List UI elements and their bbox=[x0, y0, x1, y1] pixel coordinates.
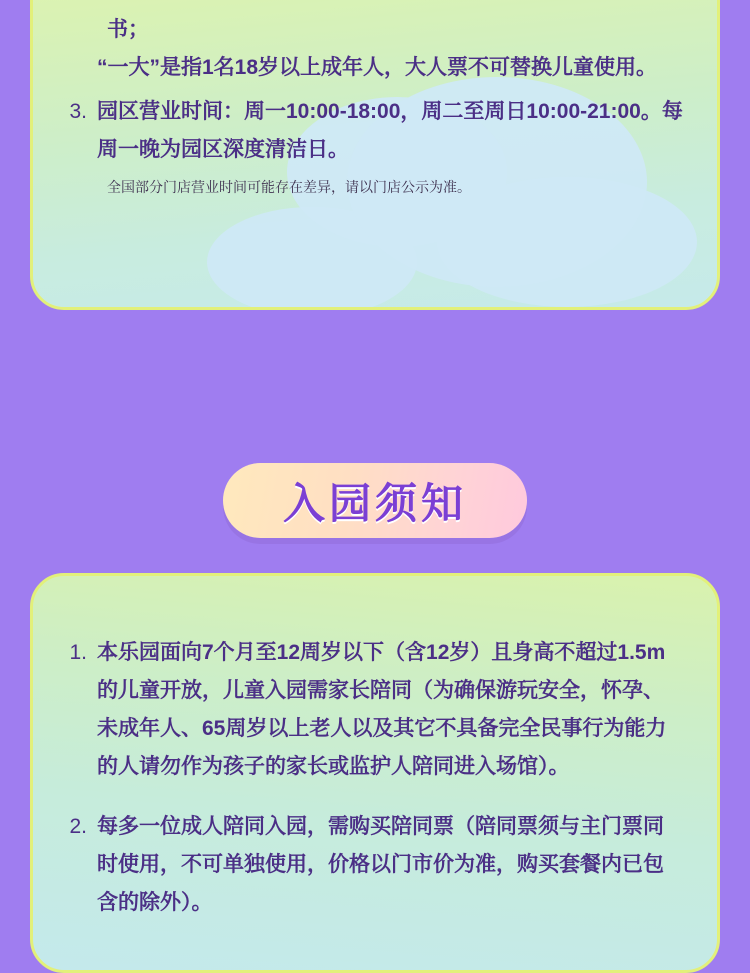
section-title-pill bbox=[223, 463, 527, 538]
notice-card-bottom bbox=[30, 573, 720, 973]
page-title: 入园须知 bbox=[282, 479, 467, 527]
list-item bbox=[67, 49, 683, 87]
list-item bbox=[67, 808, 683, 922]
list-item-text: 本乐园面向7个月至12周岁以下（含12岁）且身高不超过1.5m的儿童开放，儿童入园需家长陪同（为确保游玩安全，怀孕、未成年人、65周岁以上老人以及其它不具备完全民事行为能力的人请勿作为孩子的家长或监护人陪同进入场馆）。 bbox=[97, 641, 667, 778]
list-item-number: 2. bbox=[69, 815, 87, 838]
list-item-text: “一大”是指1名18岁以上成年人，大人票不可替换儿童使用。 bbox=[97, 56, 658, 79]
list-item-number: 3. bbox=[69, 100, 87, 123]
section-title-container bbox=[0, 463, 750, 538]
business-hours-note: 全国部分门店营业时间可能存在差异，请以门店公示为准。 bbox=[107, 179, 471, 195]
continuation-text: 书； bbox=[107, 18, 149, 41]
list-item bbox=[67, 93, 683, 169]
list-item-text: 园区营业时间：周一10:00-18:00，周二至周日10:00-21:00。每周一晚为园区深度清洁日。 bbox=[97, 100, 683, 161]
list-item-number: 1. bbox=[69, 641, 87, 664]
notice-card-top bbox=[30, 0, 720, 310]
list-item bbox=[67, 634, 683, 786]
list-item-text: 每多一位成人陪同入园，需购买陪同票（陪同票须与主门票同时使用，不可单独使用，价格以门市价为准，购买套餐内已包含的除外）。 bbox=[97, 815, 664, 914]
